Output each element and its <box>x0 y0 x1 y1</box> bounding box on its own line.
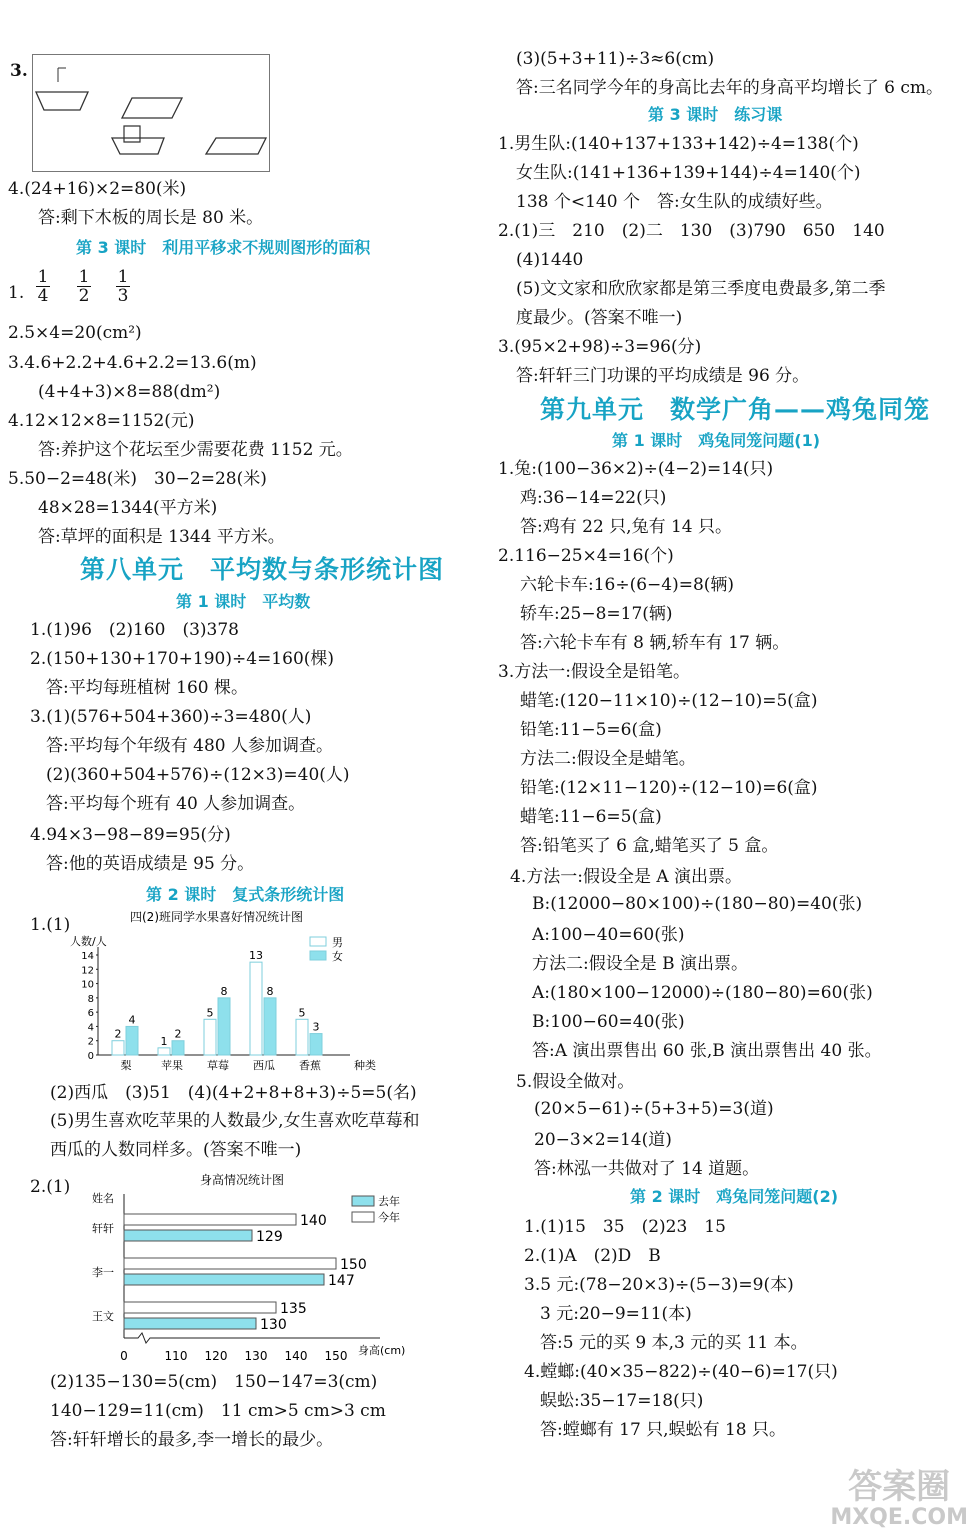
u8l1-q2-answer: 答:平均每班植树 160 棵。 <box>46 678 248 698</box>
l3-q4-answer: 答:养护这个花坛至少需要花费 1152 元。 <box>38 440 353 460</box>
u8l2-q2-2a: (2)135−130=5(cm) 150−147=3(cm) <box>50 1372 378 1392</box>
l3-q5a: 5.50−2=48(米) 30−2=28(米) <box>8 469 267 489</box>
a3d: 方法二:假设全是蜡笔。 <box>520 749 696 769</box>
l3-q5-answer: 答:草坪的面积是 1344 平方米。 <box>38 527 285 547</box>
a5b: (20×5−61)÷(5+3+5)=3(道) <box>534 1099 774 1119</box>
chart2-data-label: 135 <box>280 1301 307 1317</box>
fraction-1: $\frac{1}{4}$ <box>37 267 49 306</box>
u9l2-title: 第 2 课时 鸡兔同笼问题(2) <box>630 1187 839 1206</box>
a4e: A:(180×100−12000)÷(180−80)=60(张) <box>532 983 873 1003</box>
p1a: 1.男生队:(140+137+133+142)÷4=138(个) <box>498 134 859 154</box>
u8l1-q3b-answer: 答:平均每个班有 40 人参加调查。 <box>46 794 306 814</box>
height-chart <box>80 1168 430 1368</box>
lesson3-practice-title: 第 3 课时 练习课 <box>648 105 783 124</box>
chart2-ylabel: 姓名 <box>92 1192 114 1205</box>
u8l1-q4: 4.94×3−98−89=95(分) <box>30 825 231 845</box>
trapezoid-shape-2 <box>112 138 164 154</box>
chart2-xtick: 150 <box>324 1349 348 1363</box>
chart1-data-label: 1 <box>160 1034 168 1048</box>
p3: 3.(95×2+98)÷3=96(分) <box>498 337 702 357</box>
chart2-data-label: 129 <box>256 1229 283 1245</box>
u8l2-q2-label: 2.(1) <box>30 1177 71 1197</box>
l3-q3a: 3.4.6+2.2+4.6+2.2=13.6(m) <box>8 353 257 373</box>
a1a: 1.兔:(100−36×2)÷(4−2)=14(只) <box>498 459 774 479</box>
chart1-data-label: 13 <box>249 949 263 963</box>
fraction-3: $\frac{1}{3}$ <box>117 267 129 306</box>
small-shape <box>124 126 140 142</box>
a2b: 六轮卡车:16÷(6−4)=8(辆) <box>520 575 735 595</box>
chart2-xtick: 120 <box>204 1349 228 1363</box>
q4-line: 4.(24+16)×2=80(米) <box>8 179 187 199</box>
a2-answer: 答:六轮卡车有 8 辆,轿车有 17 辆。 <box>520 633 790 653</box>
p2a: 2.(1)三 210 (2)二 130 (3)790 650 140 <box>498 221 885 241</box>
chart2-bar-this-year <box>124 1302 276 1313</box>
a4a: 4.方法一:假设全是 A 演出票。 <box>510 867 743 887</box>
chart2-xtick: 0 <box>120 1349 128 1363</box>
chart1-bar-female <box>172 1041 184 1055</box>
a4-answer: 答:A 演出票售出 60 张,B 演出票售出 40 张。 <box>532 1041 882 1061</box>
b4-answer: 答:螳螂有 17 只,蜈蚣有 18 只。 <box>540 1420 787 1440</box>
a5c: 20−3×2=14(道) <box>534 1130 672 1150</box>
l3-q1-label: 1. <box>8 283 25 303</box>
a3b: 蜡笔:(120−11×10)÷(12−10)=5(盒) <box>520 691 818 711</box>
unit8-title: 第八单元 平均数与条形统计图 <box>80 555 445 584</box>
watermark-logo: 答案圈 <box>848 1467 951 1507</box>
a4f: B:100−60=40(张) <box>532 1012 685 1032</box>
chart1-data-label: 2 <box>114 1027 122 1041</box>
chart2-xtick: 130 <box>244 1349 268 1363</box>
chart1-legend-label: 女 <box>332 950 343 963</box>
chart1-title: 四(2)班同学水果喜好情况统计图 <box>130 910 303 924</box>
l3-q4: 4.12×12×8=1152(元) <box>8 411 195 431</box>
p1c: 138 个<140 个 答:女生队的成绩好些。 <box>516 192 833 212</box>
u8l1-title: 第 1 课时 平均数 <box>176 592 311 611</box>
chart1-category-label: 西瓜 <box>253 1059 275 1072</box>
p1b: 女生队:(141+136+139+144)÷4=140(个) <box>516 163 861 183</box>
chart1-data-label: 3 <box>312 1020 320 1034</box>
chart2-xtick: 140 <box>284 1349 308 1363</box>
a3f: 蜡笔:11−6=5(盒) <box>520 807 662 827</box>
u8l2-title: 第 2 课时 复式条形统计图 <box>146 885 345 904</box>
b1: 1.(1)15 35 (2)23 15 <box>524 1217 726 1237</box>
chart2-legend-label: 去年 <box>378 1195 400 1208</box>
chart2-bar-last-year <box>124 1318 256 1329</box>
translation-figure <box>32 54 270 172</box>
b3-answer: 答:5 元的买 9 本,3 元的买 11 本。 <box>540 1333 808 1353</box>
a4c: A:100−40=60(张) <box>532 925 685 945</box>
watermark <box>830 1468 968 1530</box>
chart1-ytick: 8 <box>87 993 94 1005</box>
chart1-bar-female <box>218 998 230 1055</box>
u8l2-q1-5a: (5)男生喜欢吃苹果的人数最少,女生喜欢吃草莓和 <box>50 1111 420 1131</box>
chart1-ytick: 10 <box>81 979 94 991</box>
chart1-legend-swatch <box>310 937 326 946</box>
chart1-legend-label: 男 <box>332 936 343 949</box>
fraction-2: $\frac{1}{2}$ <box>78 267 90 306</box>
chart1-data-label: 4 <box>128 1013 136 1027</box>
chart2-bar-last-year <box>124 1230 252 1241</box>
a3a: 3.方法一:假设全是铅笔。 <box>498 662 690 682</box>
a4d: 方法二:假设全是 B 演出票。 <box>532 954 749 974</box>
q3-label: 3. <box>10 61 28 81</box>
chart1-ytick: 14 <box>81 951 94 962</box>
a4b: B:(12000−80×100)÷(180−80)=40(张) <box>532 894 863 914</box>
chart1-ytick: 12 <box>81 965 94 977</box>
u8l1-q3b: (2)(360+504+576)÷(12×3)=40(人) <box>46 765 350 785</box>
chart2-bar-this-year <box>124 1214 296 1225</box>
l3-q5b: 48×28=1344(平方米) <box>38 498 218 518</box>
p3-answer: 答:轩轩三门功课的平均成绩是 96 分。 <box>516 366 810 386</box>
chart1-ytick: 4 <box>87 1022 94 1034</box>
chart2-xtick: 110 <box>164 1349 188 1363</box>
r-line-2: 答:三名同学今年的身高比去年的身高平均增长了 6 cm。 <box>516 78 943 98</box>
r-line-1: (3)(5+3+11)÷3≈6(cm) <box>516 49 715 69</box>
chart2-legend-swatch <box>352 1196 374 1206</box>
lesson3-title: 第 3 课时 利用平移求不规则图形的面积 <box>76 238 371 257</box>
chart1-bar-male <box>296 1019 308 1055</box>
chart1-ytick: 2 <box>87 1036 94 1048</box>
chart1-data-label: 2 <box>174 1027 182 1041</box>
chart1-bar-male <box>250 962 262 1055</box>
chart1-data-label: 8 <box>220 984 228 998</box>
parallelogram-shape-2 <box>206 138 266 154</box>
b2: 2.(1)A (2)D B <box>524 1246 661 1266</box>
l3-q2: 2.5×4=20(cm²) <box>8 323 142 343</box>
watermark-url: MXQE.COM <box>830 1505 968 1530</box>
unit9-title: 第九单元 数学广角——鸡兔同笼 <box>540 395 931 424</box>
b3b: 3 元:20−9=11(本) <box>540 1304 692 1324</box>
chart1-bar-male <box>158 1048 170 1055</box>
u8l2-q1-label: 1.(1) <box>30 915 71 935</box>
chart2-category-label: 王文 <box>92 1310 114 1323</box>
a1b: 鸡:36−14=22(只) <box>520 488 667 508</box>
l3-q3b: (4+4+3)×8=88(dm²) <box>38 382 221 402</box>
u8l1-q3a: 3.(1)(576+504+360)÷3=480(人) <box>30 707 312 727</box>
chart2-data-label: 130 <box>260 1317 287 1333</box>
a2c: 轿车:25−8=17(辆) <box>520 604 673 624</box>
b4b: 蜈蚣:35−17=18(只) <box>540 1391 704 1411</box>
chart1-x-end-label: 种类 <box>354 1059 376 1072</box>
chart2-bar-this-year <box>124 1258 336 1269</box>
chart2-data-label: 150 <box>340 1257 367 1273</box>
a3c: 铅笔:11−5=6(盒) <box>520 720 662 740</box>
u9l1-title: 第 1 课时 鸡兔同笼问题(1) <box>612 431 821 450</box>
chart2-bar-last-year <box>124 1274 324 1285</box>
u8l2-q1-5b: 西瓜的人数同样多。(答案不唯一) <box>50 1140 302 1160</box>
parallelogram-shape-1 <box>122 98 182 118</box>
chart1-bar-male <box>204 1019 216 1055</box>
chart2-category-label: 李一 <box>92 1266 114 1279</box>
p2b: (4)1440 <box>516 250 584 270</box>
a5a: 5.假设全做对。 <box>516 1072 635 1092</box>
chart1-category-label: 香蕉 <box>299 1059 321 1072</box>
chart1-data-label: 5 <box>206 1006 214 1020</box>
u8l2-q2-2b: 140−129=11(cm) 11 cm>5 cm>3 cm <box>50 1401 386 1421</box>
a1-answer: 答:鸡有 22 只,兔有 14 只。 <box>520 517 733 537</box>
u8l1-q1: 1.(1)96 (2)160 (3)378 <box>30 620 239 640</box>
chart2-category-label: 轩轩 <box>92 1222 114 1235</box>
chart1-bar-male <box>112 1041 124 1055</box>
chart2-legend-swatch <box>352 1212 374 1222</box>
chart1-category-label: 草莓 <box>207 1059 229 1072</box>
chart2-data-label: 140 <box>300 1213 327 1229</box>
chart1-category-label: 苹果 <box>161 1059 183 1072</box>
chart1-data-label: 5 <box>298 1006 306 1020</box>
chart2-data-label: 147 <box>328 1273 355 1289</box>
chart1-ytick: 6 <box>87 1008 94 1020</box>
chart2-title: 身高情况统计图 <box>200 1173 285 1187</box>
fruit-preference-chart <box>70 905 390 1075</box>
a3-answer: 答:铅笔买了 6 盒,蜡笔买了 5 盒。 <box>520 836 779 856</box>
chart1-data-label: 8 <box>266 984 274 998</box>
chart1-bar-female <box>126 1026 138 1055</box>
u8l1-q3a-answer: 答:平均每个年级有 480 人参加调查。 <box>46 736 333 756</box>
p2c: (5)文文家和欣欣家都是第三季度电费最多,第二季 <box>516 279 886 299</box>
chart2-x-axis-break <box>124 1333 380 1343</box>
b4a: 4.螳螂:(40×35−822)÷(40−6)=17(只) <box>524 1362 838 1382</box>
a5-answer: 答:林泓一共做对了 14 道题。 <box>534 1159 760 1179</box>
a3e: 铅笔:(12×11−120)÷(12−10)=6(盒) <box>520 778 818 798</box>
chart1-ytick: 0 <box>87 1051 94 1062</box>
chart1-legend-swatch <box>310 951 326 960</box>
u8l1-q4-answer: 答:他的英语成绩是 95 分。 <box>46 854 255 874</box>
p2d: 度最少。(答案不唯一) <box>516 308 683 328</box>
chart1-category-label: 梨 <box>120 1059 132 1072</box>
chart2-xlabel: 身高(cm) <box>358 1344 406 1357</box>
chart2-legend-label: 今年 <box>378 1211 400 1224</box>
a2a: 2.116−25×4=16(个) <box>498 546 674 566</box>
chart1-bar-female <box>310 1034 322 1055</box>
chart1-ylabel: 人数/人 <box>70 935 107 948</box>
q4-answer: 答:剩下木板的周长是 80 米。 <box>38 208 264 228</box>
u8l1-q2: 2.(150+130+170+190)÷4=160(棵) <box>30 649 335 669</box>
b3a: 3.5 元:(78−20×3)÷(5−3)=9(本) <box>524 1275 794 1295</box>
chart1-bar-female <box>264 998 276 1055</box>
u8l2-q2-answer: 答:轩轩增长的最多,李一增长的最少。 <box>50 1430 334 1450</box>
u8l2-q1-2: (2)西瓜 (3)51 (4)(4+2+8+8+3)÷5=5(名) <box>50 1083 417 1103</box>
trapezoid-shape <box>36 92 88 110</box>
